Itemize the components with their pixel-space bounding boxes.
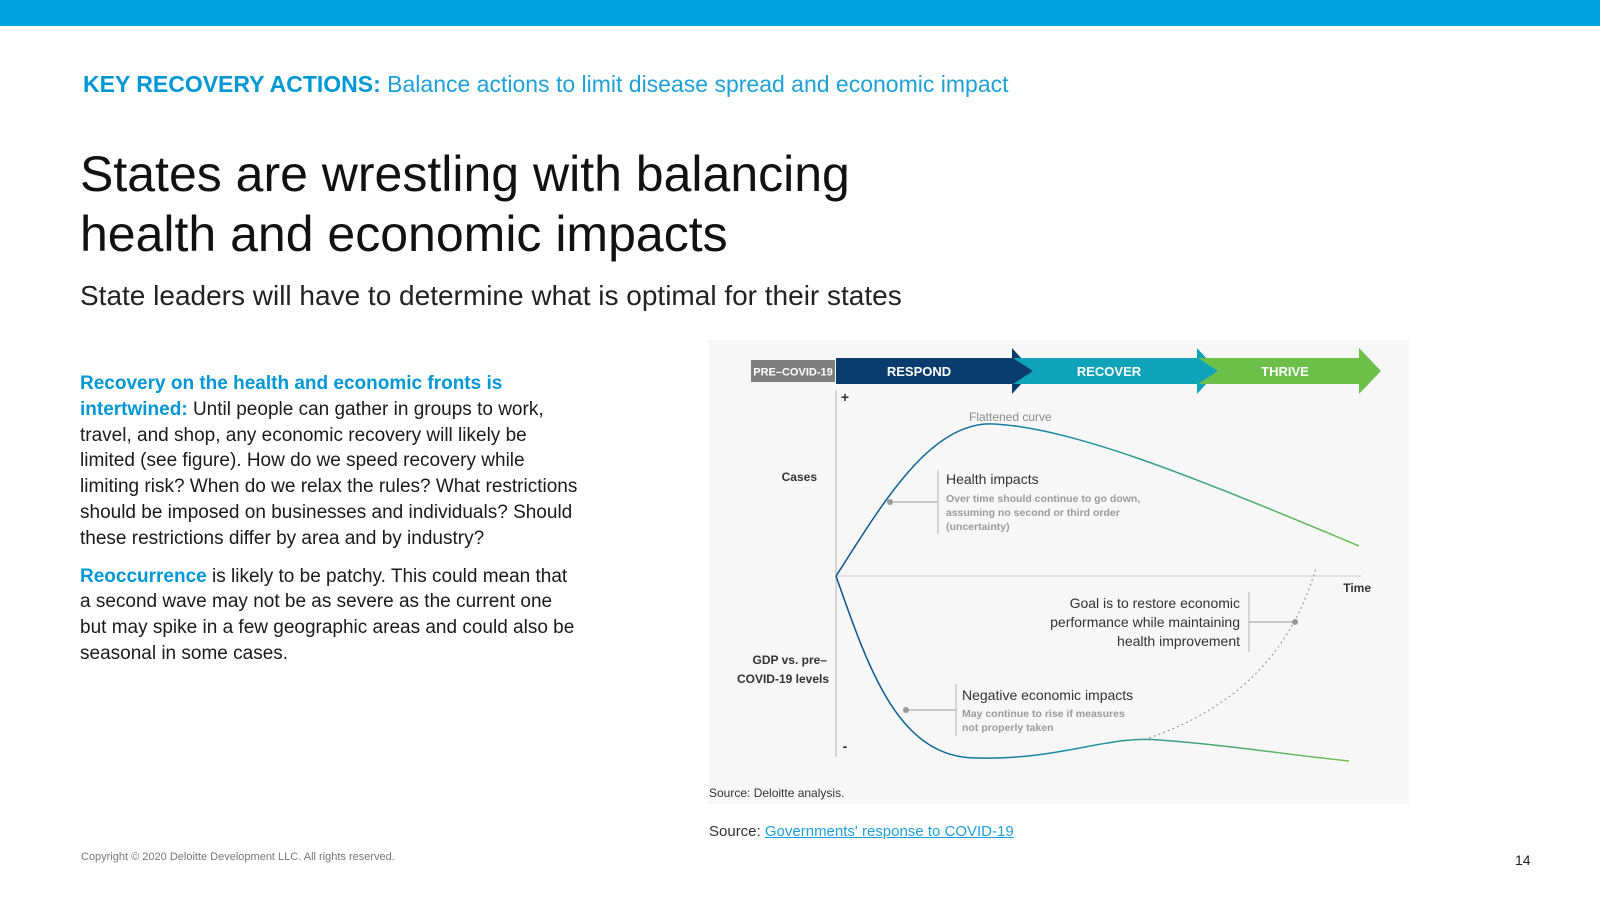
source-link[interactable]: Governments' response to COVID-19 <box>764 823 1014 840</box>
phase-respond-label: RESPOND <box>886 364 952 379</box>
page-number: 14 <box>1515 852 1531 868</box>
paragraph-recovery-text: Until people can gather in groups to work, travel, and shop, any economic recovery will likely be limited (see figure). How do we speed recovery while limiting risk? When do we relax the rules? What restrictions should be imposed on businesses and individuals? Should these restrictions differ by area and by industry? <box>80 398 578 549</box>
phase-recover-label: RECOVER <box>1076 364 1142 379</box>
page-subtitle: State leaders will have to determine what is optimal for their states <box>80 280 902 311</box>
recovery-figure <box>709 340 1409 804</box>
copyright: Copyright © 2020 Deloitte Development LLC. All rights reserved. <box>81 851 395 863</box>
health-impacts-sub-1: Over time should continue to go down, <box>946 493 1141 505</box>
kicker-text: Balance actions to limit disease spread and economic impact <box>387 71 1009 97</box>
health-impacts-sub-3: (uncertainty) <box>946 521 1010 533</box>
negative-impacts-sub-1: May continue to rise if measures <box>962 708 1125 720</box>
paragraph-recovery <box>80 371 580 552</box>
axis-label-gdp-2: COVID-19 levels <box>736 672 829 686</box>
axis-label-cases: Cases <box>781 470 817 484</box>
top-accent-bar <box>0 0 1600 26</box>
body-text <box>80 371 580 679</box>
flattened-curve-label: Flattened curve <box>969 410 1052 424</box>
phase-thrive-label: THRIVE <box>1261 364 1309 379</box>
gdp-recovery-dotted-curve <box>1149 568 1316 738</box>
goal-text-2: performance while maintaining <box>1050 614 1240 630</box>
recovery-diagram <box>709 340 1409 804</box>
health-impacts-sub-2: assuming no second or third order <box>946 507 1120 519</box>
goal-text-1: Goal is to restore economic <box>1069 595 1240 611</box>
paragraph-reoccurrence <box>80 564 580 667</box>
goal-marker <box>1292 619 1298 625</box>
page-title <box>80 144 850 264</box>
paragraph-reoccurrence-highlight: Reoccurrence <box>80 565 207 587</box>
axis-label-time: Time <box>1343 581 1371 595</box>
axis-plus: + <box>840 389 850 405</box>
health-impacts-title: Health impacts <box>946 471 1039 487</box>
title-line-1: States are wrestling with balancing <box>80 146 850 202</box>
source-line <box>709 823 1014 840</box>
source-label: Source: <box>709 823 761 840</box>
health-impacts-marker <box>887 499 893 505</box>
kicker-lead: KEY RECOVERY ACTIONS: <box>83 71 381 97</box>
section-kicker <box>83 71 1009 98</box>
paragraph-reoccurrence-text: is likely to be patchy. This could mean that a second wave may not be as severe as the current one but may spike in a few geographic areas and could also be seasonal in some cases. <box>80 565 575 664</box>
negative-impacts-title: Negative economic impacts <box>962 687 1134 703</box>
axis-label-gdp-1: GDP vs. pre– <box>752 653 827 667</box>
figure-source-note: Source: Deloitte analysis. <box>709 786 845 800</box>
negative-impacts-marker <box>903 707 909 713</box>
paragraph-recovery-highlight: Recovery on the health and economic fronts is intertwined: <box>80 373 503 420</box>
negative-impacts-sub-2: not properly taken <box>962 722 1054 734</box>
phase-pre-label: PRE–COVID-19 <box>753 366 833 379</box>
goal-text-3: health improvement <box>1117 633 1240 649</box>
title-line-2: health and economic impacts <box>80 206 728 262</box>
axis-minus: - <box>842 738 848 754</box>
